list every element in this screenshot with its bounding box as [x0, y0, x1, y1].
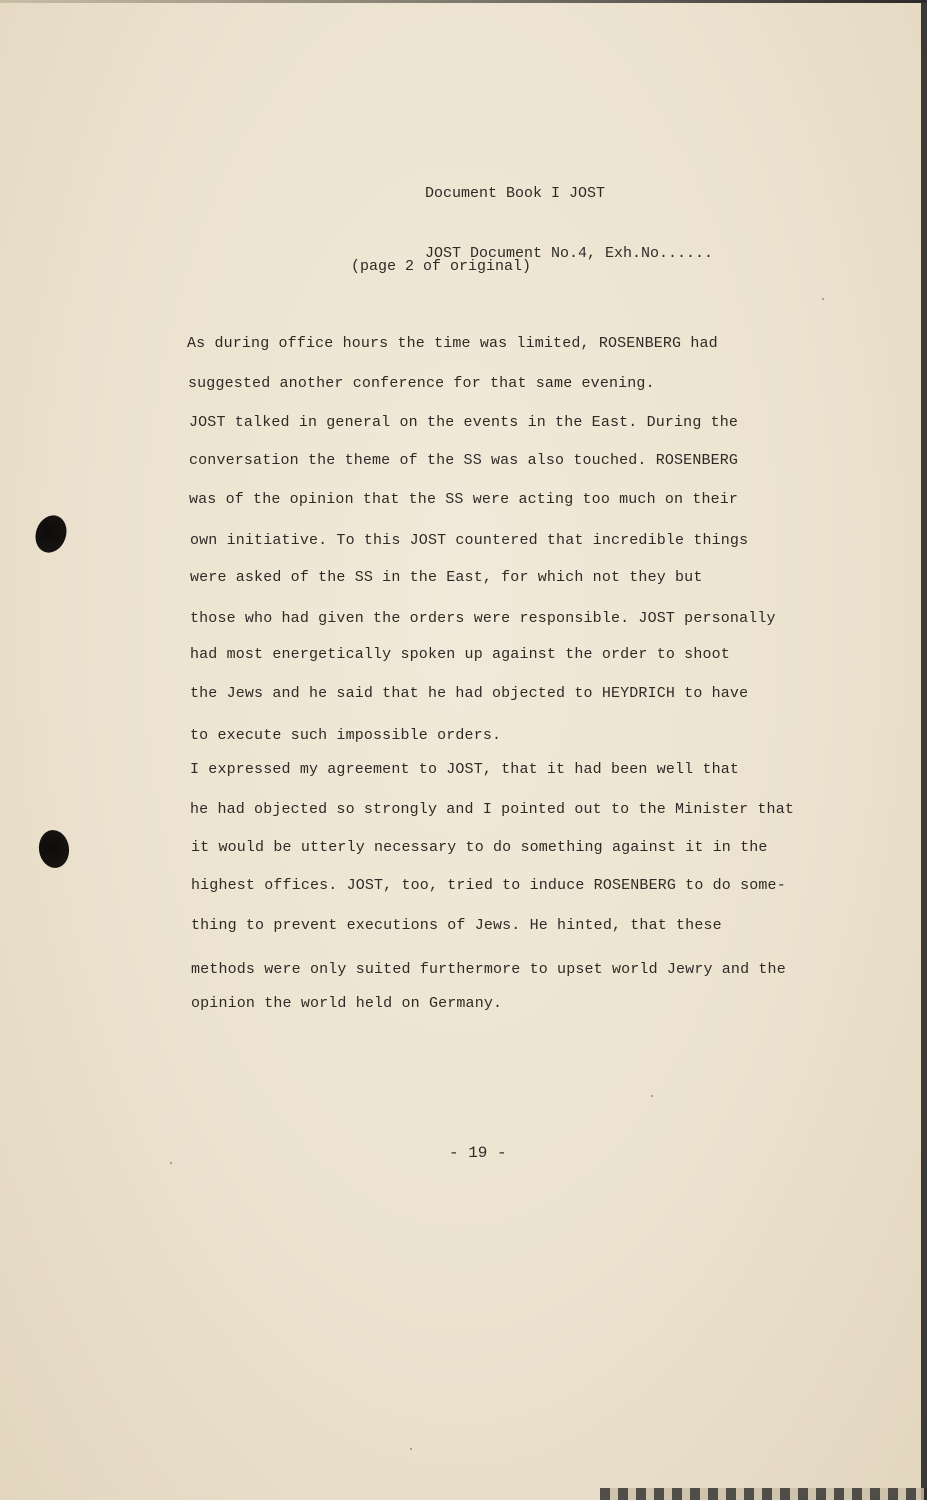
punch-hole-lower [37, 828, 72, 870]
body-line: thing to prevent executions of Jews. He hinted, that these [191, 917, 722, 934]
body-line: conversation the theme of the SS was also touched. ROSENBERG [189, 452, 739, 469]
paper-speck [170, 1162, 172, 1164]
body-line: he had objected so strongly and I pointed out to the Minister that [190, 801, 794, 818]
body-line: were asked of the SS in the East, for which not they but [190, 569, 703, 586]
punch-hole-upper [30, 511, 71, 557]
body-line: highest offices. JOST, too, tried to induce ROSENBERG to do some- [191, 877, 786, 894]
document-header [425, 144, 713, 304]
body-line: JOST talked in general on the events in the East. During the [189, 414, 739, 431]
page-top-edge [0, 0, 927, 3]
header-line-document-number: JOST Document No.4, Exh.No...... [425, 245, 714, 262]
body-line: the Jews and he said that he had objected to HEYDRICH to have [190, 685, 749, 702]
header-line-book: Document Book I JOST [425, 185, 606, 202]
page-bottom-edge [600, 1488, 927, 1500]
body-line: to execute such impossible orders. [190, 727, 502, 744]
body-line: had most energetically spoken up against the order to shoot [190, 646, 730, 663]
body-line: it would be utterly necessary to do something against it in the [191, 839, 768, 856]
body-line: suggested another conference for that same evening. [188, 375, 655, 392]
body-line: methods were only suited furthermore to upset world Jewry and the [191, 961, 786, 978]
body-line: opinion the world held on Germany. [191, 995, 503, 1012]
body-line: was of the opinion that the SS were acting too much on their [189, 491, 739, 508]
body-line: I expressed my agreement to JOST, that it had been well that [190, 761, 740, 778]
body-line: those who had given the orders were responsible. JOST personally [190, 610, 776, 627]
paper-speck [410, 1448, 412, 1450]
paper-speck [822, 298, 824, 300]
original-page-note: (page 2 of original) [351, 258, 532, 275]
paper-speck [651, 1095, 653, 1097]
body-line: As during office hours the time was limited, ROSENBERG had [187, 335, 718, 352]
page-number: - 19 - [449, 1144, 507, 1162]
body-line: own initiative. To this JOST countered that incredible things [190, 532, 749, 549]
